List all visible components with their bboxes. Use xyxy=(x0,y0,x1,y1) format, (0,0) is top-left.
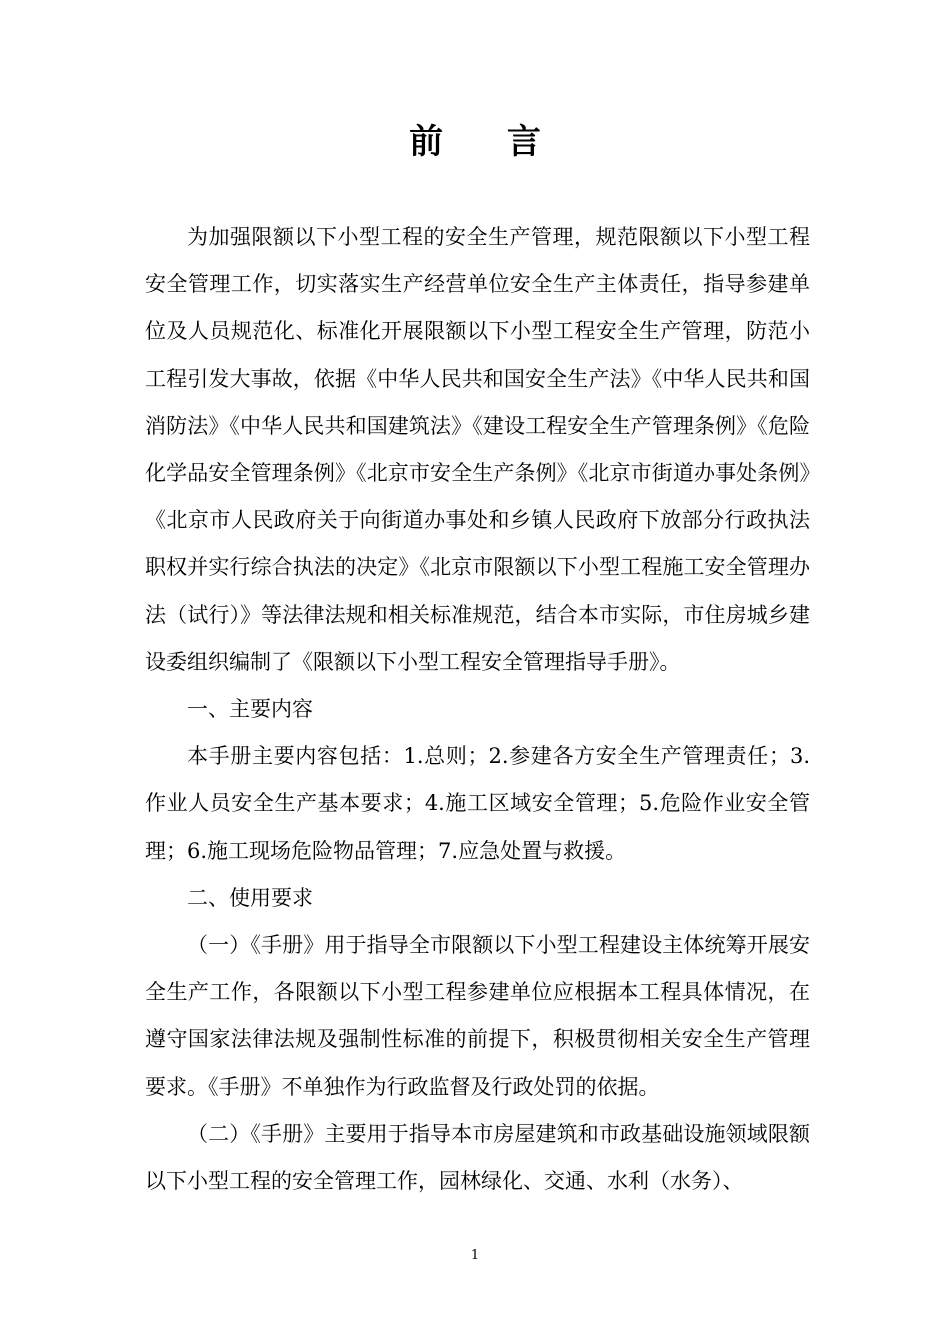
section-heading-usage-requirements: 二、使用要求 xyxy=(187,885,313,910)
document-body xyxy=(145,214,810,1205)
page-number: 1 xyxy=(470,1248,480,1263)
page-title: 前 言 xyxy=(409,122,567,162)
main-content-paragraph: 本手册主要内容包括：1.总则；2.参建各方安全生产管理责任；3.作业人员安全生产基本要求；4.施工区域安全管理；5.危险作业安全管理；6.施工现场危险物品管理；7.应急处置与救援。 xyxy=(145,744,810,863)
intro-paragraph: 为加强限额以下小型工程的安全生产管理，规范限额以下小型工程安全管理工作，切实落实生产经营单位安全生产主体责任，指导参建单位及人员规范化、标准化开展限额以下小型工程安全生产管理，防范小工程引发大事故，依据《中华人民共和国安全生产法》《中华人民共和国消防法》《中华人民共和国建筑法》《建设工程安全生产管理条例》《危险化学品安全管理条例》《北京市安全生产条例》《北京市街道办事处条例》《北京市人民政府关于向街道办事处和乡镇人民政府下放部分行政执法职权并实行综合执法的决定》《北京市限额以下小型工程施工安全管理办法（试行）》等法律法规和相关标准规范，结合本市实际，市住房城乡建设委组织编制了《限额以下小型工程安全管理指导手册》。 xyxy=(145,225,810,674)
section-heading-main-content: 一、主要内容 xyxy=(187,697,313,722)
usage-paragraph-2: （二）《手册》主要用于指导本市房屋建筑和市政基础设施领域限额以下小型工程的安全管理工作，园林绿化、交通、水利（水务）、 xyxy=(145,1121,810,1194)
usage-paragraph-1: （一）《手册》用于指导全市限额以下小型工程建设主体统筹开展安全生产工作，各限额以下小型工程参建单位应根据本工程具体情况，在遵守国家法律法规及强制性标准的前提下，积极贯彻相关安全生产管理要求。《手册》不单独作为行政监督及行政处罚的依据。 xyxy=(145,933,810,1099)
